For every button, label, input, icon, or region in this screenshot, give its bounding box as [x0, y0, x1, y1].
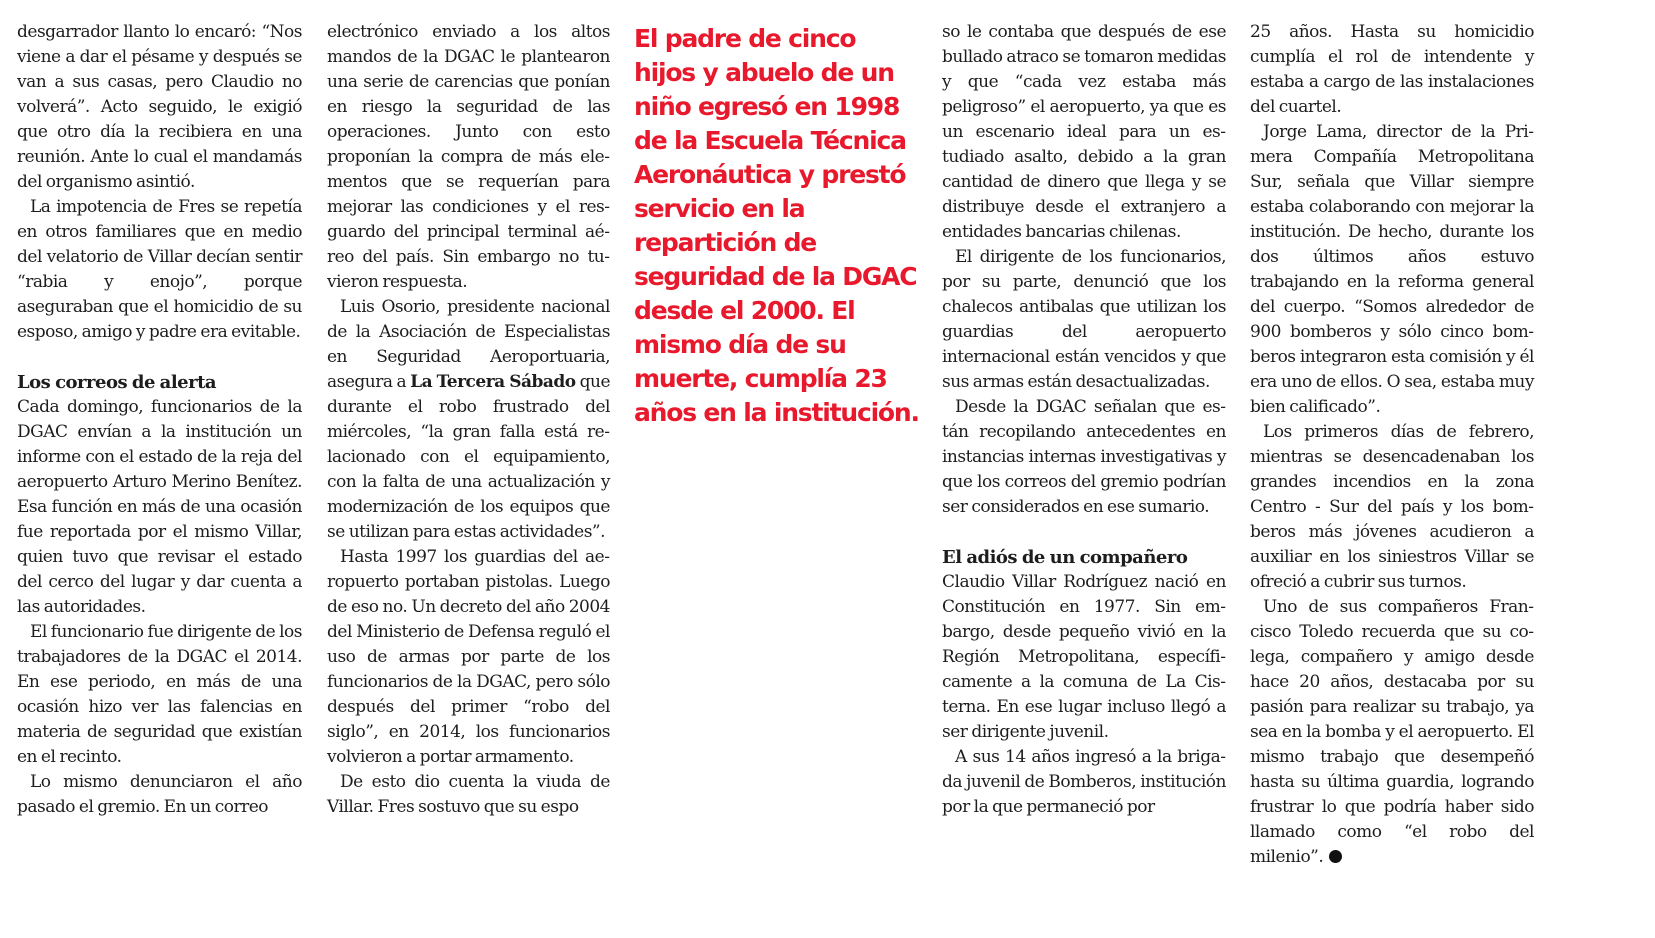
pull-quote: El padre de cinco hijos y abuelo de un niño egresó en 1998 de la Escuela Técnica Aeronáutica y prestó servicio en la repartición de seguridad de la DGAC desde el 2000. El mismo día de su muerte, cumplía 23 años en la institución.	[634, 24, 919, 427]
end-of-article-dot-icon	[1329, 850, 1342, 863]
section-heading: Los correos de alerta	[17, 372, 217, 393]
article-column-2	[327, 20, 610, 820]
paragraph: Cada domingo, funcionarios de la DGAC envían a la institución un informe con el estado de la reja del aeropuerto Arturo Merino Benítez. Esa función en más de una ocasión fue reportada por el mismo Villar, quien tuvo que revisar el estado del cerco del lugar y dar cuenta a las autoridades.	[17, 397, 302, 617]
paragraph: 25 años. Hasta su homicidio cumplía el rol de intendente y estaba a cargo de las instalaciones del cuartel.	[1250, 22, 1534, 117]
paragraph: Desde la DGAC señalan que están recopilando antecedentes en instancias internas investigativas y que los correos del gremio podrían ser considerados en ese sumario.	[942, 397, 1226, 517]
paragraph: De esto dio cuenta la viuda de Villar. Fres sostuvo que su espo	[327, 772, 610, 817]
paragraph-text: Luis Osorio, presidente nacional de la Asociación de Especialistas en Seguridad Aeroportuaria, asegura a	[327, 297, 610, 392]
spacer	[942, 520, 1226, 545]
spacer	[17, 345, 302, 370]
paragraph	[327, 295, 610, 545]
paragraph-text: que durante el robo frustrado del miércoles, “la gran falla está relacionado con el equipamiento, con la falta de una actualización y modernización de los equipos que se utilizan para estas actividades”.	[327, 372, 610, 542]
paragraph: La impotencia de Fres se repetía en otros familiares que en medio del velatorio de Villar decían sentir “rabia y enojo”, porque aseguraban que el homicidio de su esposo, amigo y padre era evitable.	[17, 197, 302, 342]
paragraph: Claudio Villar Rodríguez nació en Constitución en 1977. Sin embargo, desde pequeño vivió en la Región Metropolitana, específicamente a la comuna de La Cisterna. En ese lugar incluso llegó a ser dirigente juvenil.	[942, 572, 1226, 742]
paragraph: desgarrador llanto lo encaró: “Nos viene a dar el pésame y después se van a sus casas, pero Claudio no volverá”. Acto seguido, le exigió que otro día la recibiera en una reunión. Ante lo cual el mandamás del organismo asintió.	[17, 22, 302, 192]
paragraph: El dirigente de los funcionarios, por su parte, denunció que los chalecos antibalas que utilizan los guardias del aeropuerto internacional están vencidos y que sus armas están desactualizadas.	[942, 247, 1226, 392]
paragraph: Lo mismo denunciaron el año pasado el gremio. En un correo	[17, 772, 302, 817]
section-heading: El adiós de un compañero	[942, 547, 1188, 568]
paragraph: A sus 14 años ingresó a la brigada juvenil de Bomberos, institución por la que permaneció por	[942, 747, 1226, 817]
paragraph: Jorge Lama, director de la Primera Compañía Metropolitana Sur, señala que Villar siempre estaba colaborando con mejorar la institución. De hecho, durante los dos últimos años estuvo trabajando en la reforma general del cuerpo. “Somos alrededor de 900 bomberos y sólo cinco bomberos integraron esta comisión y él era uno de ellos. O sea, estaba muy bien calificado”.	[1250, 122, 1534, 417]
article-column-4	[1250, 20, 1534, 870]
paragraph: electrónico enviado a los altos mandos de la DGAC le plantearon una serie de carencias que ponían en riesgo la seguridad de las operaciones. Junto con esto proponían la compra de más elementos que se requerían para mejorar las condiciones y el resguardo del principal terminal aéreo del país. Sin embargo no tuvieron respuesta.	[327, 22, 610, 292]
paragraph: El funcionario fue dirigente de los trabajadores de la DGAC el 2014. En ese periodo, en más de una ocasión hizo ver las falencias en materia de seguridad que existían en el recinto.	[17, 622, 302, 767]
article-column-3	[942, 20, 1226, 820]
paragraph: Hasta 1997 los guardias del aeropuerto portaban pistolas. Luego de eso no. Un decreto del año 2004 del Ministerio de Defensa reguló el uso de armas por parte de los funcionarios de la DGAC, pero sólo después del primer “robo del siglo”, en 2014, los funcionarios volvieron a portar armamento.	[327, 547, 610, 767]
article-column-1	[17, 20, 302, 820]
paragraph: Los primeros días de febrero, mientras se desencadenaban los grandes incendios en la zona Centro - Sur del país y los bomberos más jóvenes acudieron a auxiliar en los siniestros Villar se ofreció a cubrir sus turnos.	[1250, 422, 1534, 592]
paragraph	[1250, 595, 1534, 870]
newspaper-name: La Tercera Sábado	[410, 372, 576, 392]
paragraph: so le contaba que después de ese bullado atraco se tomaron medidas y que “cada vez estaba más peligroso” el aeropuerto, ya que es un escenario ideal para un estudiado asalto, debido a la gran cantidad de dinero que llega y se distribuye desde el extranjero a entidades bancarias chilenas.	[942, 22, 1226, 242]
paragraph-text: Uno de sus compañeros Francisco Toledo recuerda que su colega, compañero y amigo desde hace 20 años, destacaba por su pasión para realizar su trabajo, ya sea en la bomba y el aeropuerto. El mismo trabajo que desempeñó hasta su última guardia, logrando frustrar lo que podría haber sido llamado como “el robo del milenio”.	[1250, 597, 1534, 867]
